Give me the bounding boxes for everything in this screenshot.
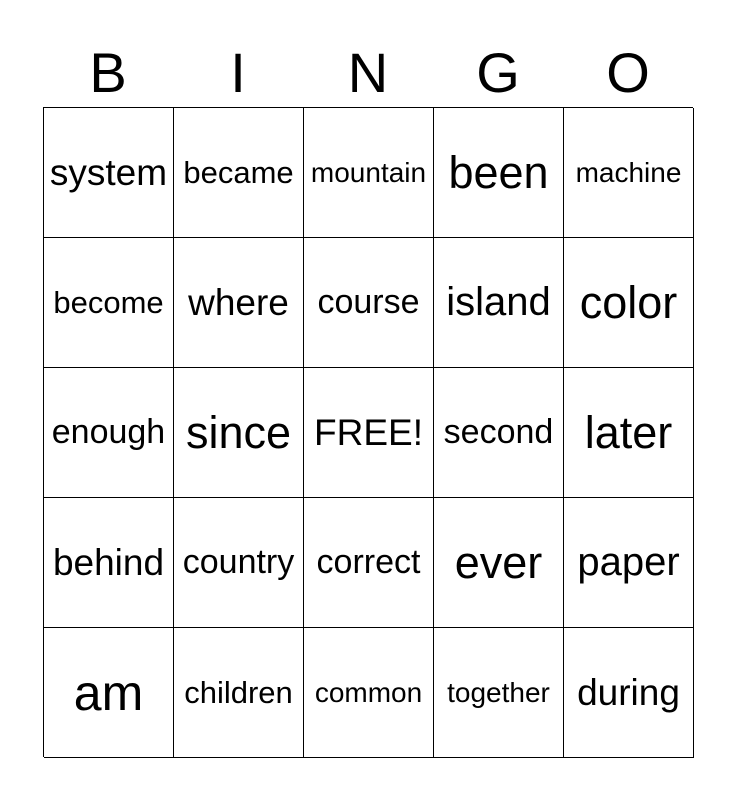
- bingo-cell[interactable]: enough: [44, 368, 174, 498]
- bingo-board: [43, 107, 693, 757]
- bingo-cell[interactable]: together: [434, 628, 564, 758]
- bingo-cell[interactable]: island: [434, 238, 564, 368]
- header-letter-o: O: [606, 41, 650, 104]
- bingo-cell[interactable]: became: [174, 108, 304, 238]
- bingo-cell[interactable]: course: [304, 238, 434, 368]
- header-letter-i: I: [230, 41, 246, 104]
- bingo-cell free-space[interactable]: FREE!: [304, 368, 434, 498]
- bingo-cell[interactable]: machine: [564, 108, 694, 238]
- bingo-cell[interactable]: ever: [434, 498, 564, 628]
- bingo-cell[interactable]: become: [44, 238, 174, 368]
- bingo-cell[interactable]: common: [304, 628, 434, 758]
- bingo-cell[interactable]: color: [564, 238, 694, 368]
- bingo-cell[interactable]: children: [174, 628, 304, 758]
- bingo-cell[interactable]: later: [564, 368, 694, 498]
- bingo-cell[interactable]: since: [174, 368, 304, 498]
- bingo-cell[interactable]: been: [434, 108, 564, 238]
- bingo-cell[interactable]: second: [434, 368, 564, 498]
- bingo-cell[interactable]: system: [44, 108, 174, 238]
- bingo-cell[interactable]: country: [174, 498, 304, 628]
- bingo-cell[interactable]: mountain: [304, 108, 434, 238]
- header-letter-n: N: [347, 41, 389, 104]
- header-letter-g: G: [476, 41, 520, 104]
- bingo-cell[interactable]: where: [174, 238, 304, 368]
- header-letter-b: B: [89, 41, 127, 104]
- bingo-cell[interactable]: paper: [564, 498, 694, 628]
- bingo-cell[interactable]: during: [564, 628, 694, 758]
- bingo-cell[interactable]: am: [44, 628, 174, 758]
- bingo-header: [43, 38, 693, 108]
- bingo-cell[interactable]: correct: [304, 498, 434, 628]
- bingo-cell[interactable]: behind: [44, 498, 174, 628]
